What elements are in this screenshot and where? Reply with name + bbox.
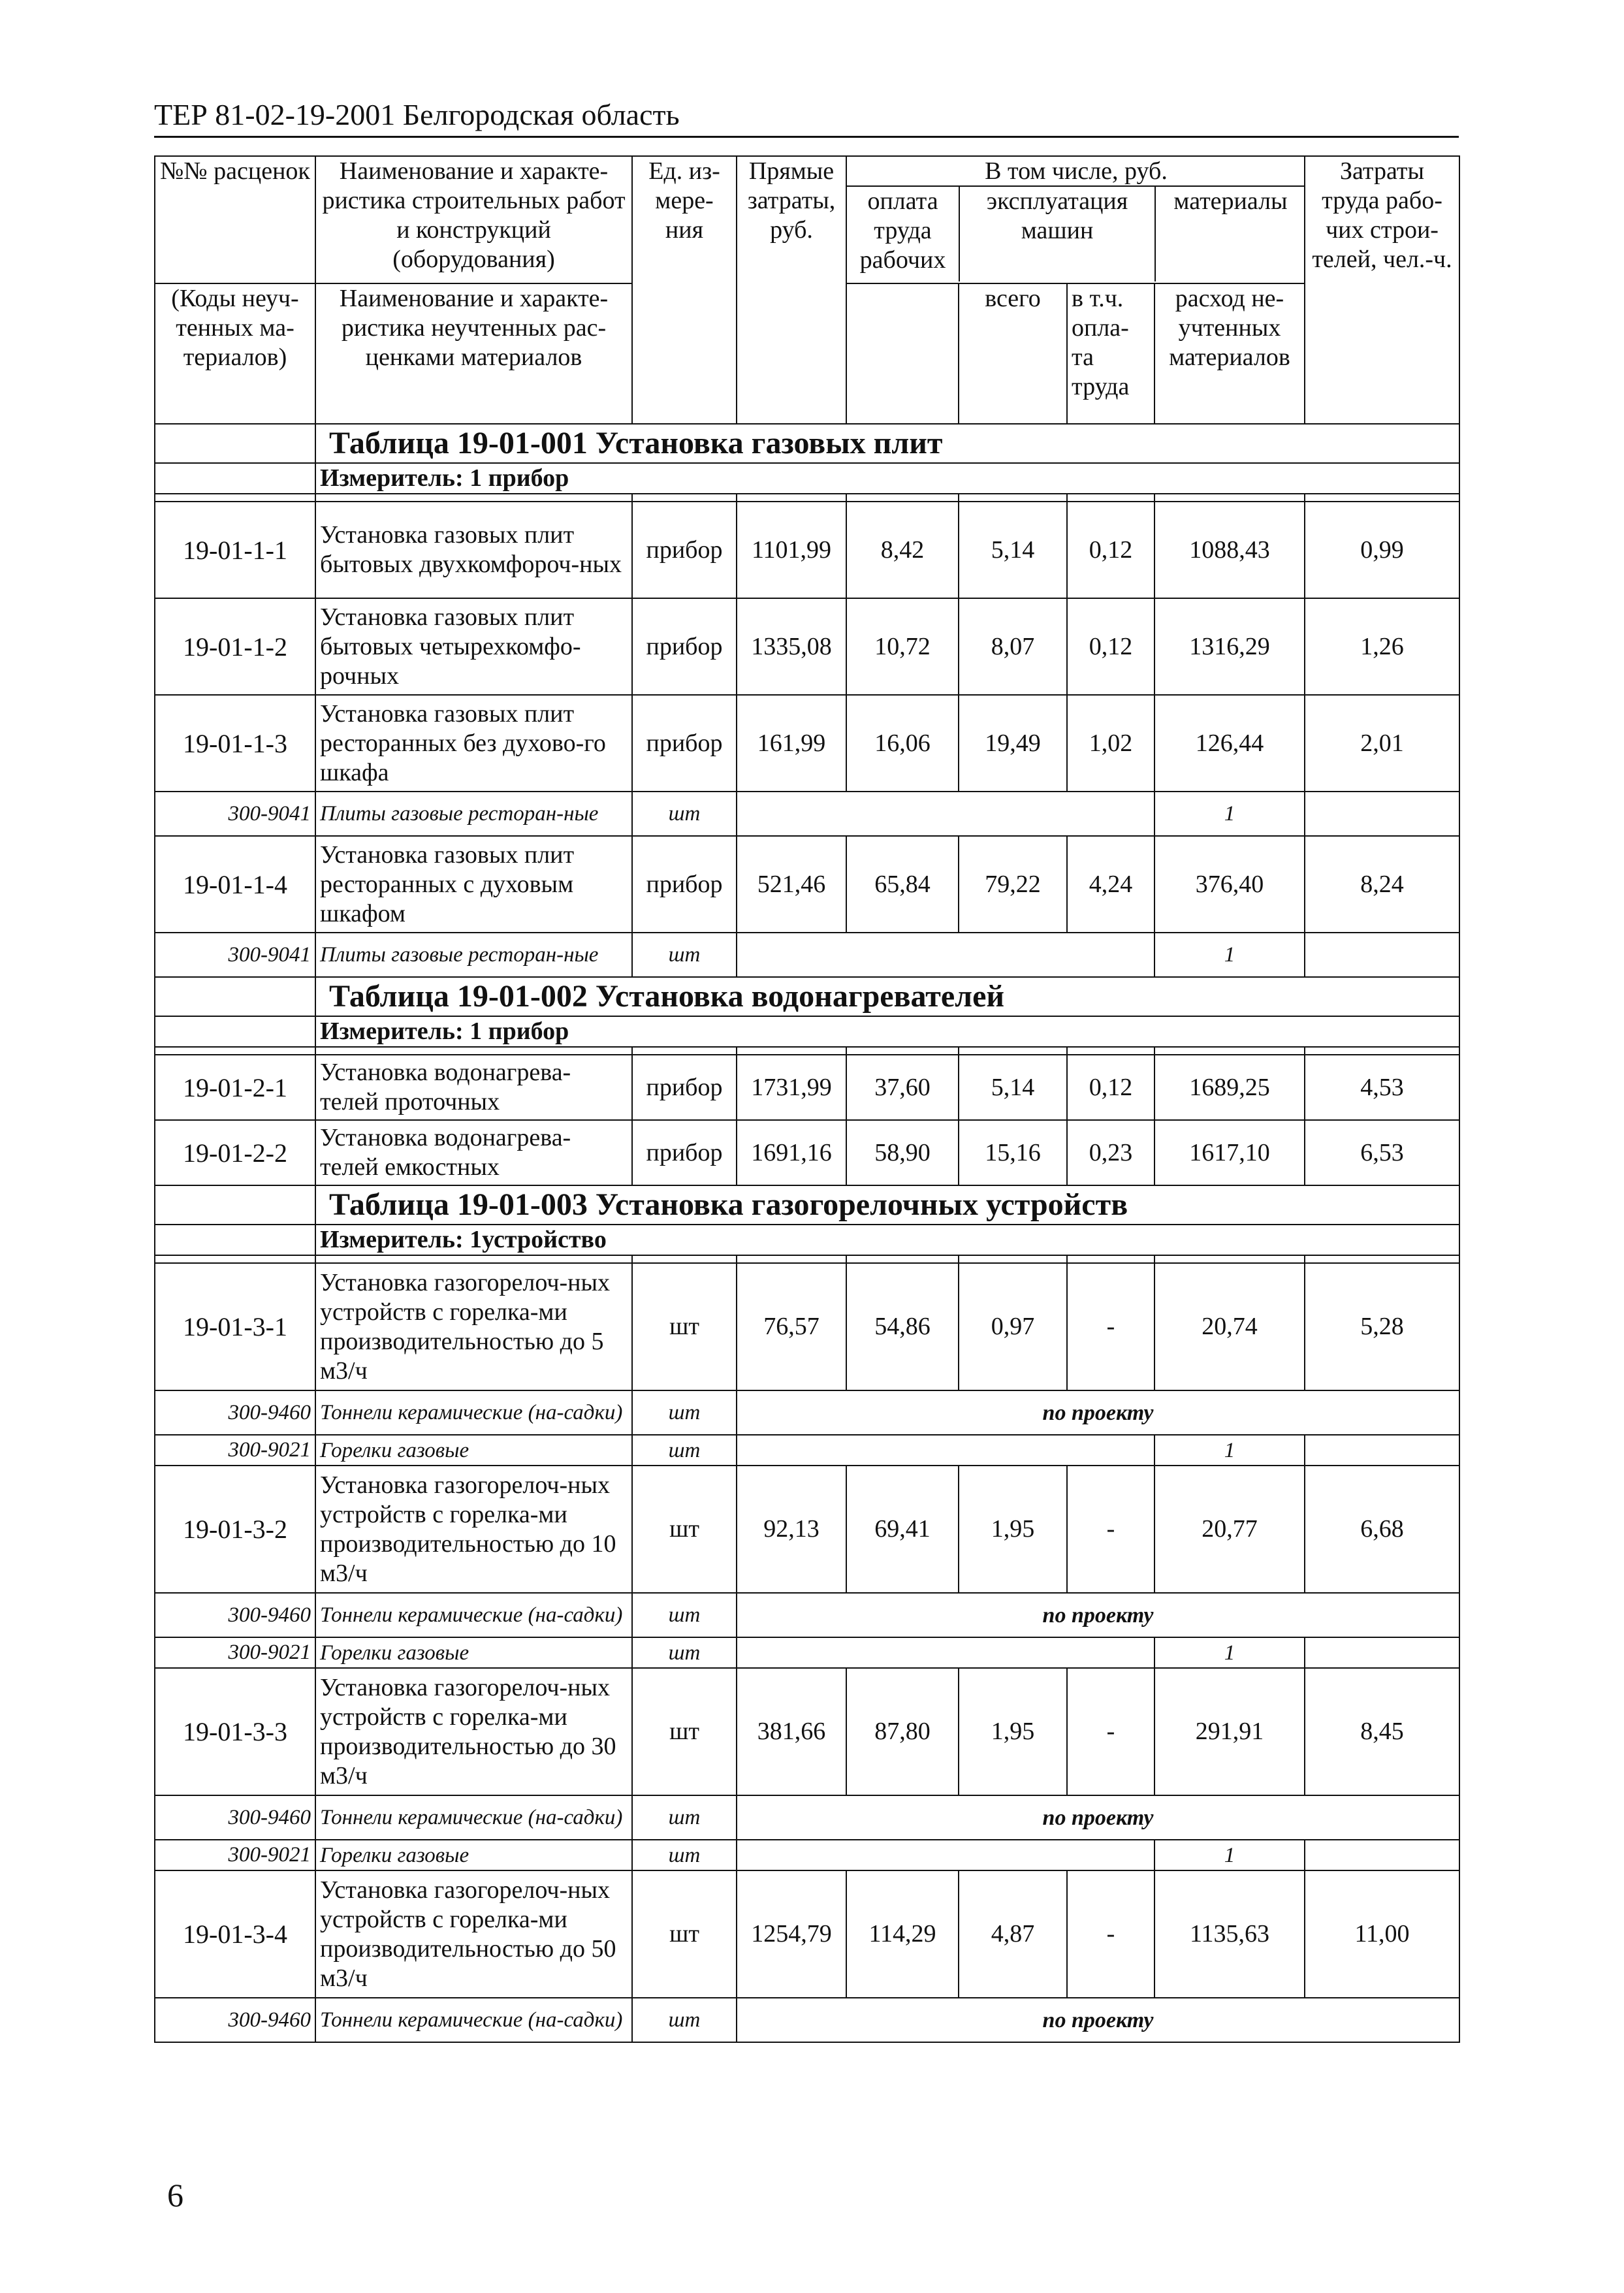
rate-row xyxy=(155,502,1459,598)
rate-materials: 1689,25 xyxy=(1154,1055,1305,1120)
rate-machines-pay: 0,12 xyxy=(1067,598,1154,695)
rate-machines-total: 5,14 xyxy=(959,502,1067,598)
rate-unit: шт xyxy=(632,1870,737,1998)
section-title-row xyxy=(155,424,1459,463)
rate-name: Установка газовых плит ресторанных без духово-го шкафа xyxy=(315,695,632,792)
rate-direct-cost: 1335,08 xyxy=(737,598,846,695)
material-row xyxy=(155,1840,1459,1870)
machines-header: эксплуатация машин xyxy=(959,186,1155,281)
header-row-1 xyxy=(155,156,1459,283)
title-code-empty xyxy=(155,1185,315,1225)
material-quantity: 1 xyxy=(1154,1637,1305,1668)
rate-labor-pay: 87,80 xyxy=(846,1668,959,1795)
rate-materials: 1135,63 xyxy=(1154,1870,1305,1998)
material-code: 300-9460 xyxy=(155,1593,315,1637)
rate-row xyxy=(155,1668,1459,1795)
rate-row xyxy=(155,1870,1459,1998)
material-unit: шт xyxy=(632,1998,737,2042)
spacer-cell xyxy=(1067,1255,1154,1263)
rate-direct-cost: 381,66 xyxy=(737,1668,846,1795)
rate-name: Установка газовых плит бытовых четырехкомфо-рочных xyxy=(315,598,632,695)
spacer-cell xyxy=(315,1047,632,1055)
material-row xyxy=(155,1435,1459,1466)
material-quantity: 1 xyxy=(1154,1840,1305,1870)
rate-direct-cost: 1731,99 xyxy=(737,1055,846,1120)
rate-machines-pay: 0,23 xyxy=(1067,1120,1154,1185)
section-spacer-row xyxy=(155,1047,1459,1055)
rate-labor-hours: 0,99 xyxy=(1305,502,1459,598)
rate-unit: прибор xyxy=(632,695,737,792)
material-code: 300-9460 xyxy=(155,1998,315,2042)
rate-name: Установка газовых плит ресторанных с духовым шкафом xyxy=(315,836,632,933)
material-project-row xyxy=(155,1795,1459,1840)
rate-name: Установка газовых плит бытовых двухкомфороч-ных xyxy=(315,502,632,598)
rate-code: 19-01-2-2 xyxy=(155,1120,315,1185)
section-title: Таблица 19-01-003 Установка газогорелочных устройств xyxy=(315,1185,1459,1225)
spacer-cell xyxy=(155,494,315,502)
material-labor-empty xyxy=(1305,1637,1459,1668)
spacer-cell xyxy=(846,1047,959,1055)
material-name: Тоннели керамические (на-садки) xyxy=(315,1998,632,2042)
col-code-header: №№ расценок xyxy=(155,156,315,283)
material-quantity: 1 xyxy=(1154,933,1305,977)
spacer-cell xyxy=(737,1255,846,1263)
rate-materials: 291,91 xyxy=(1154,1668,1305,1795)
material-unit: шт xyxy=(632,1435,737,1466)
rate-row xyxy=(155,1263,1459,1390)
rate-labor-pay: 37,60 xyxy=(846,1055,959,1120)
rate-machines-total: 5,14 xyxy=(959,1055,1067,1120)
rate-row xyxy=(155,836,1459,933)
rate-machines-pay: - xyxy=(1067,1668,1154,1795)
spacer-cell xyxy=(846,494,959,502)
rates-table xyxy=(154,155,1460,2043)
material-unit: шт xyxy=(632,1390,737,1435)
material-name: Тоннели керамические (на-садки) xyxy=(315,1795,632,1840)
rate-direct-cost: 161,99 xyxy=(737,695,846,792)
rate-direct-cost: 92,13 xyxy=(737,1466,846,1593)
rate-machines-total: 0,97 xyxy=(959,1263,1067,1390)
rate-machines-pay: 1,02 xyxy=(1067,695,1154,792)
rate-labor-pay: 114,29 xyxy=(846,1870,959,1998)
rate-code: 19-01-2-1 xyxy=(155,1055,315,1120)
meter-code-empty xyxy=(155,1016,315,1047)
col-code-sub-header: (Коды неуч-тенных ма-териалов) xyxy=(155,283,315,424)
material-labor-empty xyxy=(1305,933,1459,977)
col-mach-total-header: всего xyxy=(959,283,1067,424)
material-name: Плиты газовые ресторан-ные xyxy=(315,792,632,836)
section-meter-row xyxy=(155,1016,1459,1047)
title-code-empty xyxy=(155,977,315,1016)
rate-machines-total: 1,95 xyxy=(959,1466,1067,1593)
rate-labor-hours: 5,28 xyxy=(1305,1263,1459,1390)
spacer-cell xyxy=(1305,1047,1459,1055)
material-code: 300-9021 xyxy=(155,1637,315,1668)
meter-code-empty xyxy=(155,463,315,494)
rate-row xyxy=(155,1055,1459,1120)
material-unit: шт xyxy=(632,1637,737,1668)
spacer-cell xyxy=(1305,1255,1459,1263)
material-unit: шт xyxy=(632,933,737,977)
rate-unit: шт xyxy=(632,1668,737,1795)
rate-direct-cost: 76,57 xyxy=(737,1263,846,1390)
rate-name: Установка газогорелоч-ных устройств с горелка-ми производительностью до 5 м3/ч xyxy=(315,1263,632,1390)
rate-row xyxy=(155,598,1459,695)
rate-labor-hours: 8,24 xyxy=(1305,836,1459,933)
incl-label: В том числе, руб. xyxy=(847,157,1305,186)
rate-code: 19-01-3-1 xyxy=(155,1263,315,1390)
spacer-cell xyxy=(959,1047,1067,1055)
spacer-cell xyxy=(632,1255,737,1263)
section-meter-row xyxy=(155,1225,1459,1255)
section-meter: Измеритель: 1 прибор xyxy=(315,1016,1459,1047)
material-project-row xyxy=(155,1390,1459,1435)
rate-direct-cost: 1254,79 xyxy=(737,1870,846,1998)
rate-unit: прибор xyxy=(632,598,737,695)
material-gap xyxy=(737,933,1154,977)
col-direct-header: Прямые затраты, руб. xyxy=(737,156,846,424)
rate-labor-pay: 10,72 xyxy=(846,598,959,695)
material-name: Горелки газовые xyxy=(315,1840,632,1870)
rate-machines-pay: - xyxy=(1067,1263,1154,1390)
rate-unit: прибор xyxy=(632,1055,737,1120)
rate-labor-hours: 8,45 xyxy=(1305,1668,1459,1795)
rate-unit: шт xyxy=(632,1466,737,1593)
spacer-cell xyxy=(959,1255,1067,1263)
material-code: 300-9460 xyxy=(155,1795,315,1840)
col-pay-empty xyxy=(846,283,959,424)
material-labor-empty xyxy=(1305,792,1459,836)
rate-row xyxy=(155,1120,1459,1185)
spacer-cell xyxy=(315,1255,632,1263)
rate-materials: 1617,10 xyxy=(1154,1120,1305,1185)
rate-materials: 20,74 xyxy=(1154,1263,1305,1390)
col-name-sub-header: Наименование и характе-ристика неучтенных рас-ценками материалов xyxy=(315,283,632,424)
rate-code: 19-01-1-2 xyxy=(155,598,315,695)
material-labor-empty xyxy=(1305,1840,1459,1870)
rate-labor-pay: 16,06 xyxy=(846,695,959,792)
material-row xyxy=(155,1637,1459,1668)
rate-labor-hours: 6,68 xyxy=(1305,1466,1459,1593)
material-gap xyxy=(737,1637,1154,1668)
rate-unit: прибор xyxy=(632,1120,737,1185)
material-project-row xyxy=(155,1998,1459,2042)
material-quantity: 1 xyxy=(1154,1435,1305,1466)
spacer-cell xyxy=(155,1255,315,1263)
section-spacer-row xyxy=(155,494,1459,502)
material-row xyxy=(155,792,1459,836)
spacer-cell xyxy=(737,494,846,502)
col-name-header: Наименование и характе-ристика строительных работ и конструкций (оборудования) xyxy=(315,156,632,283)
material-code: 300-9041 xyxy=(155,792,315,836)
section-spacer-row xyxy=(155,1255,1459,1263)
material-quantity: 1 xyxy=(1154,792,1305,836)
spacer-cell xyxy=(632,494,737,502)
rate-code: 19-01-3-2 xyxy=(155,1466,315,1593)
rate-labor-hours: 6,53 xyxy=(1305,1120,1459,1185)
material-unit: шт xyxy=(632,1795,737,1840)
spacer-cell xyxy=(632,1047,737,1055)
col-unit-header: Ед. из-мере-ния xyxy=(632,156,737,424)
spacer-cell xyxy=(1067,494,1154,502)
material-labor-empty xyxy=(1305,1435,1459,1466)
spacer-cell xyxy=(846,1255,959,1263)
material-gap xyxy=(737,1840,1154,1870)
rate-labor-pay: 58,90 xyxy=(846,1120,959,1185)
material-code: 300-9021 xyxy=(155,1840,315,1870)
rate-unit: прибор xyxy=(632,836,737,933)
material-project-row xyxy=(155,1593,1459,1637)
spacer-cell xyxy=(1154,494,1305,502)
spacer-cell xyxy=(1154,1047,1305,1055)
material-unit: шт xyxy=(632,792,737,836)
material-gap xyxy=(737,1435,1154,1466)
rate-row xyxy=(155,1466,1459,1593)
spacer-cell xyxy=(959,494,1067,502)
rate-code: 19-01-1-1 xyxy=(155,502,315,598)
material-quantity: по проекту xyxy=(737,1795,1459,1840)
material-gap xyxy=(737,792,1154,836)
rate-labor-pay: 8,42 xyxy=(846,502,959,598)
rate-machines-total: 1,95 xyxy=(959,1668,1067,1795)
rate-labor-hours: 2,01 xyxy=(1305,695,1459,792)
materials-header: материалы xyxy=(1173,187,1288,215)
section-title-row xyxy=(155,977,1459,1016)
material-unit: шт xyxy=(632,1840,737,1870)
spacer-cell xyxy=(737,1047,846,1055)
material-code: 300-9021 xyxy=(155,1435,315,1466)
spacer-cell xyxy=(1154,1255,1305,1263)
rate-name: Установка газогорелоч-ных устройств с горелка-ми производительностью до 10 м3/ч xyxy=(315,1466,632,1593)
section-meter-row xyxy=(155,463,1459,494)
spacer-cell xyxy=(1067,1047,1154,1055)
rate-labor-hours: 11,00 xyxy=(1305,1870,1459,1998)
rate-labor-pay: 69,41 xyxy=(846,1466,959,1593)
rate-unit: прибор xyxy=(632,502,737,598)
rate-materials: 376,40 xyxy=(1154,836,1305,933)
rate-code: 19-01-3-3 xyxy=(155,1668,315,1795)
col-incl-header xyxy=(846,156,1305,283)
material-name: Горелки газовые xyxy=(315,1435,632,1466)
rate-direct-cost: 1101,99 xyxy=(737,502,846,598)
section-meter: Измеритель: 1 прибор xyxy=(315,463,1459,494)
rate-direct-cost: 521,46 xyxy=(737,836,846,933)
rate-name: Установка водонагрева-телей емкостных xyxy=(315,1120,632,1185)
rate-materials: 1088,43 xyxy=(1154,502,1305,598)
rate-name: Установка газогорелоч-ных устройств с горелка-ми производительностью до 30 м3/ч xyxy=(315,1668,632,1795)
rate-direct-cost: 1691,16 xyxy=(737,1120,846,1185)
material-quantity: по проекту xyxy=(737,1998,1459,2042)
section-title: Таблица 19-01-002 Установка водонагревателей xyxy=(315,977,1459,1016)
spacer-cell xyxy=(155,1047,315,1055)
title-code-empty xyxy=(155,424,315,463)
rate-machines-total: 15,16 xyxy=(959,1120,1067,1185)
material-quantity: по проекту xyxy=(737,1390,1459,1435)
rate-materials: 1316,29 xyxy=(1154,598,1305,695)
spacer-cell xyxy=(1305,494,1459,502)
rate-materials: 126,44 xyxy=(1154,695,1305,792)
rate-machines-total: 4,87 xyxy=(959,1870,1067,1998)
rate-machines-pay: - xyxy=(1067,1870,1154,1998)
material-row xyxy=(155,933,1459,977)
material-name: Плиты газовые ресторан-ные xyxy=(315,933,632,977)
rate-machines-total: 19,49 xyxy=(959,695,1067,792)
rate-machines-total: 79,22 xyxy=(959,836,1067,933)
rate-code: 19-01-3-4 xyxy=(155,1870,315,1998)
col-labor-header: Затраты труда рабо-чих строи-телей, чел.-ч. xyxy=(1305,156,1459,424)
material-unit: шт xyxy=(632,1593,737,1637)
rate-code: 19-01-1-4 xyxy=(155,836,315,933)
rate-row xyxy=(155,695,1459,792)
col-mat-sub-header: расход не-учтенных материалов xyxy=(1154,283,1305,424)
rate-code: 19-01-1-3 xyxy=(155,695,315,792)
material-name: Тоннели керамические (на-садки) xyxy=(315,1593,632,1637)
rate-unit: шт xyxy=(632,1263,737,1390)
material-quantity: по проекту xyxy=(737,1593,1459,1637)
rate-labor-pay: 65,84 xyxy=(846,836,959,933)
page-header: ТЕР 81-02-19-2001 Белгородская область xyxy=(154,97,1459,138)
material-name: Горелки газовые xyxy=(315,1637,632,1668)
meter-code-empty xyxy=(155,1225,315,1255)
section-title: Таблица 19-01-001 Установка газовых плит xyxy=(315,424,1459,463)
rate-labor-pay: 54,86 xyxy=(846,1263,959,1390)
col-mach-pay-header: в т.ч. опла-та труда xyxy=(1067,283,1154,424)
material-name: Тоннели керамические (на-садки) xyxy=(315,1390,632,1435)
section-title-row xyxy=(155,1185,1459,1225)
rate-machines-pay: 0,12 xyxy=(1067,502,1154,598)
page-number: 6 xyxy=(167,2177,183,2213)
rate-machines-total: 8,07 xyxy=(959,598,1067,695)
rate-labor-hours: 1,26 xyxy=(1305,598,1459,695)
rate-name: Установка водонагрева-телей проточных xyxy=(315,1055,632,1120)
material-code: 300-9041 xyxy=(155,933,315,977)
labor-pay-header: оплата труда рабочих xyxy=(847,186,959,281)
rate-name: Установка газогорелоч-ных устройств с горелка-ми производительностью до 50 м3/ч xyxy=(315,1870,632,1998)
rate-machines-pay: 4,24 xyxy=(1067,836,1154,933)
section-meter: Измеритель: 1устройство xyxy=(315,1225,1459,1255)
material-code: 300-9460 xyxy=(155,1390,315,1435)
rate-machines-pay: 0,12 xyxy=(1067,1055,1154,1120)
spacer-cell xyxy=(315,494,632,502)
rate-labor-hours: 4,53 xyxy=(1305,1055,1459,1120)
rate-materials: 20,77 xyxy=(1154,1466,1305,1593)
rate-machines-pay: - xyxy=(1067,1466,1154,1593)
